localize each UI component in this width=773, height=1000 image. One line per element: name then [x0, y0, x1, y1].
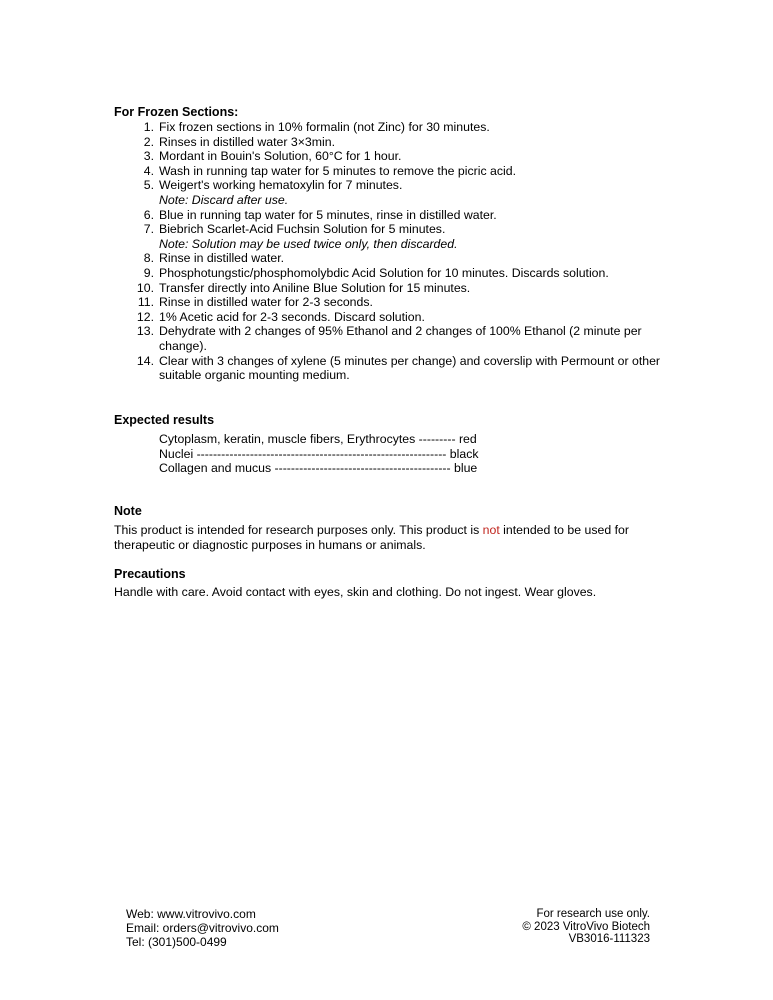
step-number: 4. — [143, 163, 154, 178]
step-text: Rinses in distilled water 3×3min. — [159, 134, 335, 149]
step-number: 14. — [136, 353, 154, 368]
step-text: Rinse in distilled water. — [159, 251, 285, 266]
step-number: 2. — [143, 134, 154, 149]
step-text: Weigert's working hematoxylin for 7 minutes. — [159, 178, 403, 193]
step-text: 1% Acetic acid for 2-3 seconds. Discard solution. — [159, 309, 425, 324]
step-note: Note: Solution may be used twice only, then discarded. — [159, 236, 458, 251]
step-text: Mordant in Bouin's Solution, 60°C for 1 hour. — [159, 149, 402, 164]
step-note: Note: Discard after use. — [159, 192, 289, 207]
step-item — [114, 310, 674, 325]
step-number: 5. — [143, 178, 154, 193]
step-item — [114, 135, 674, 150]
step-item — [114, 164, 674, 179]
step-item — [114, 354, 674, 383]
expected-results-list — [159, 432, 479, 476]
frozen-sections-steps — [114, 120, 674, 383]
step-number: 10. — [136, 280, 154, 295]
note-text-start: This product is intended for research purposes only. This product is — [114, 523, 483, 537]
step-item — [114, 178, 674, 207]
result-row: Collagen and mucus ------------------------------------------- blue — [159, 461, 478, 476]
step-text: Dehydrate with 2 changes of 95% Ethanol and 2 changes of 100% Ethanol (2 minute per change). — [159, 324, 642, 353]
note-text — [114, 523, 674, 553]
step-number: 1. — [143, 120, 154, 134]
step-number: 3. — [143, 149, 154, 164]
step-item — [114, 295, 674, 310]
step-item — [114, 266, 674, 281]
note-text-end: intended to be used for therapeutic or diagnostic purposes in humans or animals. — [114, 523, 629, 552]
footer-web: Web: www.vitrovivo.com — [126, 907, 256, 921]
step-text: Wash in running tap water for 5 minutes to remove the picric acid. — [159, 163, 516, 178]
precautions-heading: Precautions — [114, 567, 186, 581]
step-number: 7. — [143, 222, 154, 237]
frozen-sections-heading: For Frozen Sections: — [114, 105, 239, 119]
footer-copyright: © 2023 VitroVivo Biotech — [522, 920, 650, 933]
result-row: Cytoplasm, keratin, muscle fibers, Erythrocytes --------- red — [159, 432, 477, 446]
step-number: 6. — [143, 207, 154, 222]
footer-info — [522, 908, 650, 946]
step-number: 9. — [143, 265, 154, 280]
footer-tel: Tel: (301)500-0499 — [126, 935, 227, 949]
step-number: 12. — [136, 309, 154, 324]
step-number: 8. — [143, 251, 154, 266]
precautions-text: Handle with care. Avoid contact with eyes, skin and clothing. Do not ingest. Wear gloves. — [114, 585, 597, 599]
step-item — [114, 324, 674, 353]
step-text: Rinse in distilled water for 2-3 seconds. — [159, 295, 373, 310]
footer-product-code: VB3016-111323 — [568, 933, 650, 945]
step-item — [114, 208, 674, 223]
step-text: Blue in running tap water for 5 minutes, rinse in distilled water. — [159, 207, 497, 222]
result-row: Nuclei ------------------------------------------------------------- black — [159, 446, 479, 461]
step-text: Phosphotungstic/phosphomolybdic Acid Solution for 10 minutes. Discards solution. — [159, 265, 609, 280]
note-heading: Note — [114, 504, 142, 518]
step-text: Clear with 3 changes of xylene (5 minutes per change) and coverslip with Permount or other suitable organic mounting medium. — [159, 353, 661, 383]
step-item — [114, 149, 674, 164]
footer-contact — [126, 907, 279, 949]
note-highlight: not — [482, 523, 500, 537]
expected-results-heading: Expected results — [114, 413, 215, 427]
step-text: Transfer directly into Aniline Blue Solution for 15 minutes. — [159, 280, 471, 295]
step-item — [114, 251, 674, 266]
step-number: 11. — [137, 295, 154, 310]
step-text: Biebrich Scarlet-Acid Fuchsin Solution for 5 minutes. — [159, 222, 446, 237]
step-item — [114, 120, 674, 135]
step-item — [114, 281, 674, 296]
footer-email: Email: orders@vitrovivo.com — [126, 921, 279, 935]
step-item — [114, 222, 674, 251]
step-text: Fix frozen sections in 10% formalin (not Zinc) for 30 minutes. — [159, 120, 490, 134]
footer-research-use: For research use only. — [536, 908, 650, 920]
step-number: 13. — [136, 324, 154, 339]
